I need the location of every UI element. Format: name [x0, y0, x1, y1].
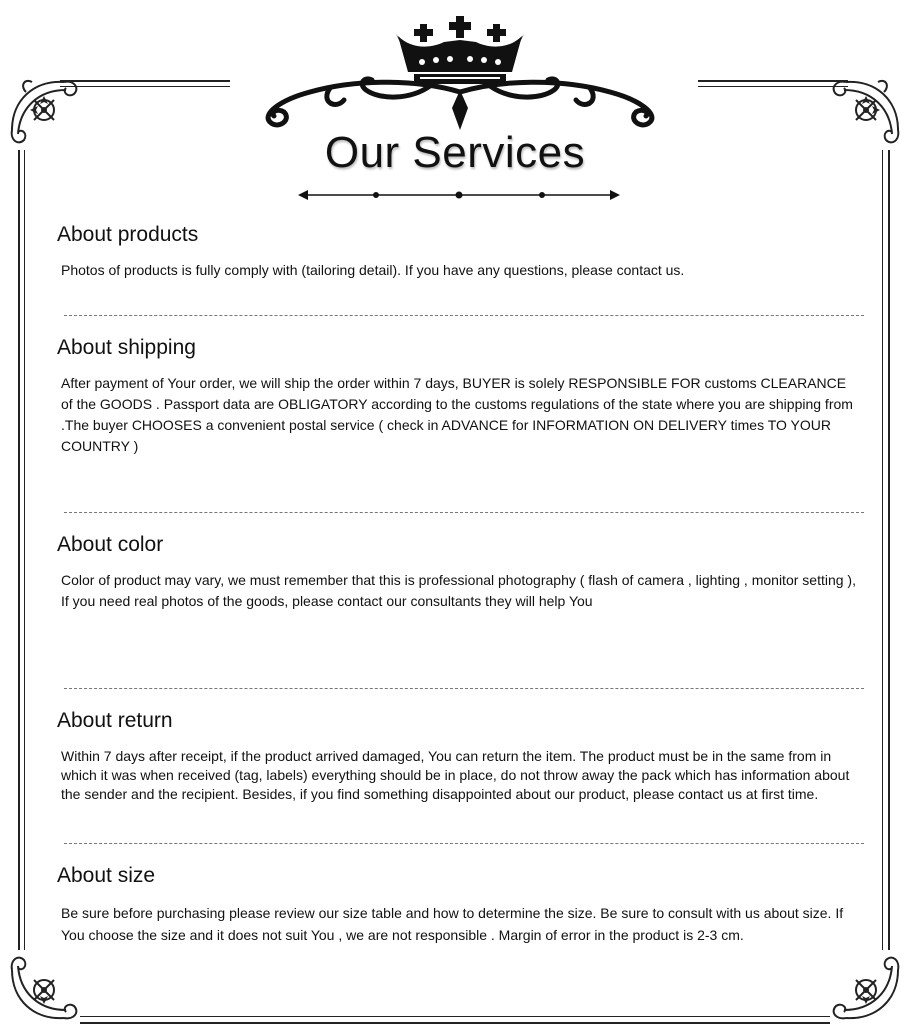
- section-body-products: Photos of products is fully comply with (tailoring detail). If you have any questions, please contact us.: [61, 262, 685, 278]
- section-heading-return: About return: [57, 709, 173, 732]
- page-title: Our Services: [324, 128, 586, 177]
- section-heading-size: About size: [57, 864, 156, 887]
- section-body-color: Color of product may vary, we must remember that this is professional photography ( flash of camera , lighting , monitor setting ), If you need real photos of the goods, please contact our consultants they will help You: [61, 572, 856, 609]
- frame-bottom-line-inner: [80, 1016, 830, 1017]
- section-body-size: Be sure before purchasing please review our size table and how to determine the size. Be sure to consult with us about size. If You choose the size and it does not suit You , we are not responsible . Margin of error in the product is 2-3 cm.: [61, 905, 844, 943]
- filigree-corner-ornament-bottom-right: [822, 940, 906, 1030]
- section-divider: [64, 315, 864, 316]
- section-heading-shipping: About shipping: [57, 336, 196, 359]
- section-body-shipping: After payment of Your order, we will ship the order within 7 days, BUYER is solely RESPONSIBLE FOR customs CLEARANCE of the GOODS . Passport data are OBLIGATORY according to the customs regulations of the state where you are shipping from .The buyer CHOOSES a convenient postal service ( check in ADVANCE for INFORMATION ON DELIVERY times TO YOUR COUNTRY ): [61, 375, 853, 454]
- frame-right-line-inner: [882, 150, 883, 950]
- section-divider: [64, 688, 864, 689]
- frame-right-line: [888, 150, 890, 950]
- section-divider: [64, 512, 864, 513]
- section-heading-color: About color: [57, 533, 164, 556]
- frame-left-line-inner: [24, 150, 25, 950]
- filigree-corner-ornament-bottom-left: [4, 940, 88, 1030]
- section-divider: [64, 843, 864, 844]
- frame-bottom-line: [80, 1022, 830, 1024]
- arrow-divider: [296, 187, 622, 203]
- section-body-return: Within 7 days after receipt, if the product arrived damaged, You can return the item. The product must be in the same from in which it was when received (tag, labels) everything should be in place, do not throw away the pack which has information about the sender and the recipient. Besides, if you find something disappointed about our product, please contact us at first time.: [61, 748, 850, 802]
- section-heading-products: About products: [57, 223, 199, 246]
- frame-left-line: [18, 150, 20, 950]
